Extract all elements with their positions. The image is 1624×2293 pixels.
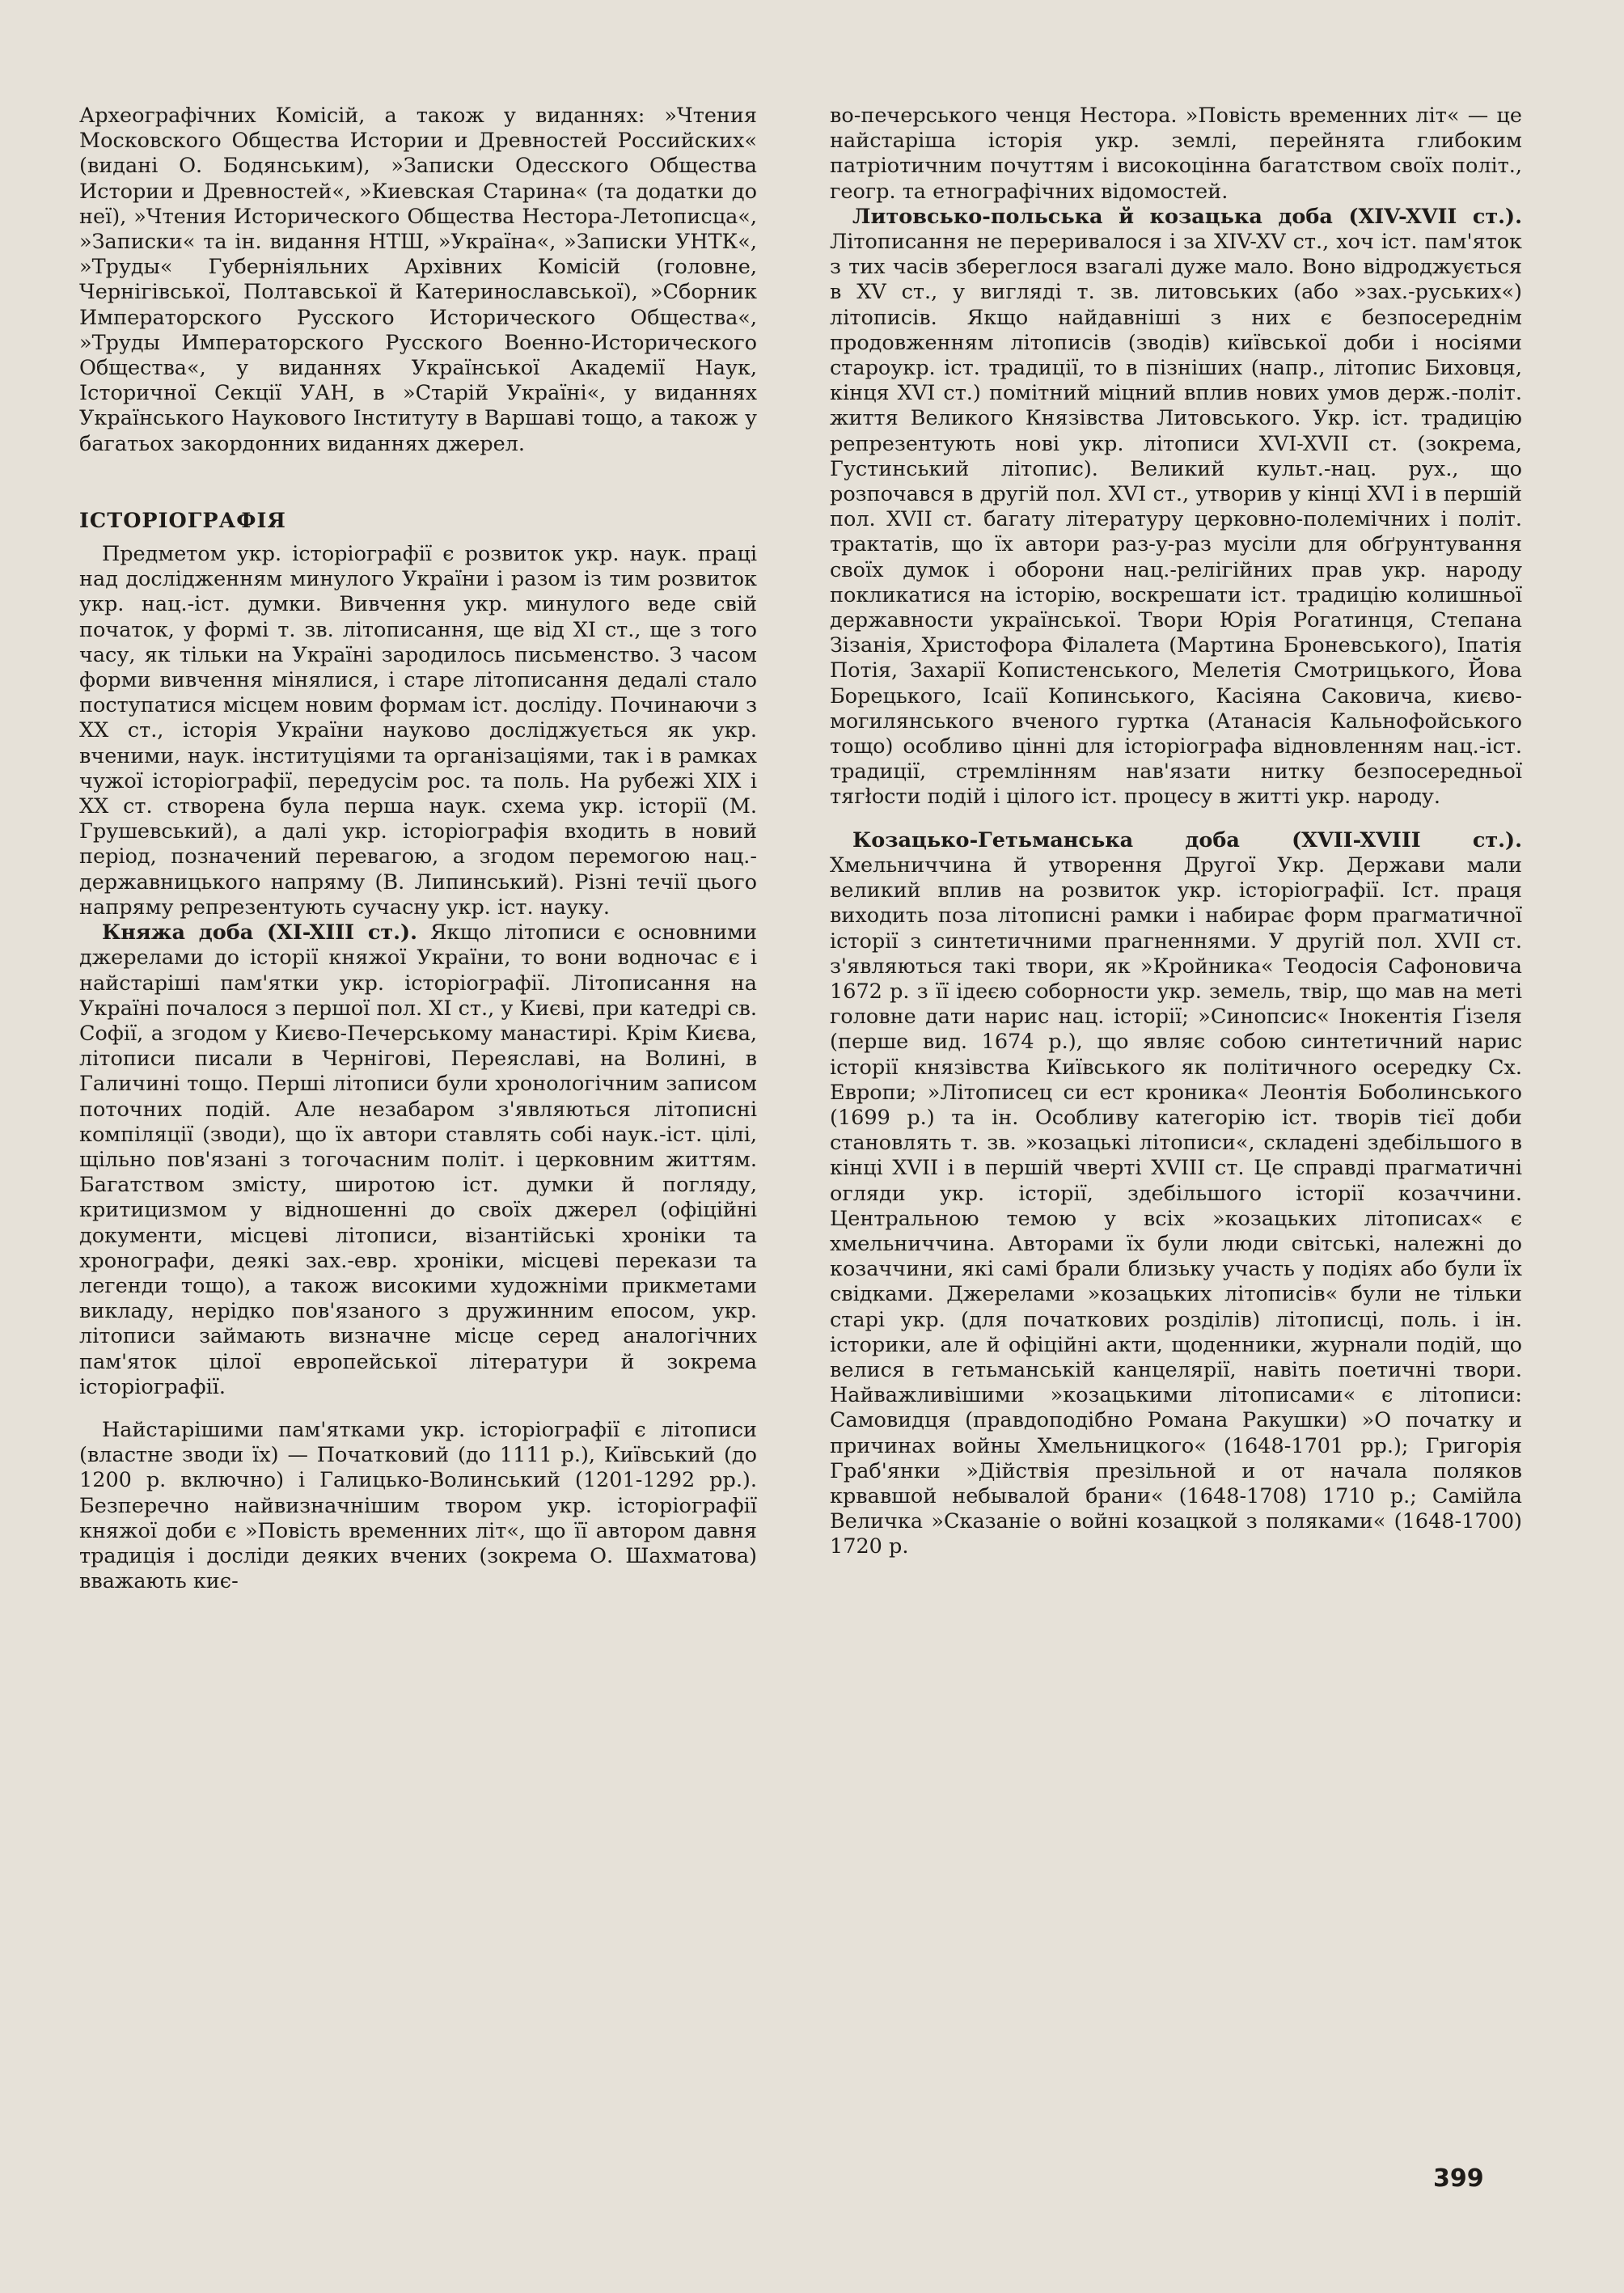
- archive-sources-paragraph: Археографічних Комісій, а також у виданнях: »Чтения Московского Общества Истории и Древностей Российских« (видані О. Бодянським), »Записки Одесского Общества Истории и Древностей«, »Киевская Старина« (та додатки до неї), »Чтения Исторического Общества Нестора-Летописца«, »Записки« та ін. видання НТШ, »Україна«, »Записки УНТК«, »Труды« Губерніяльних Архівних Комісій (головне, Чернігівської, Полтавської й Катеринославської), »Сборник Императорского Русского Исторического Общества«, »Труды Императорского Русского Военно-Исторического Общества«, у виданнях Української Академії Наук, Історичної Секції УАН, в »Старій Україні«, у виданнях Українського Наукового Інституту в Варшаві тощо, а також у багатьох закордонних виданнях джерел.: [79, 104, 757, 456]
- lithuanian-era-paragraph: [830, 205, 1522, 810]
- cossack-era-title: Козацько-Гетьманська доба (XVII-XVIII ст.).: [852, 827, 1522, 852]
- princely-era-body: Якщо літописи є основними джерелами до історії княжої України, то вони водночас є і найстаріші пам'ятки укр. історіографії. Літописання на Україні почалося з першої пол. XI ст., у Києві, при катедрі св. Софії, а згодом у Києво-Печерському манастирі. Крім Києва, літописи писали в Чернігові, Переяславі, на Волині, в Галичині тощо. Перші літописи були хронологічним записом поточних подій. Але незабаром з'являються літописні компіляції (зводи), що їх автори ставлять собі наук.-іст. цілі, щільно пов'язані з тогочасним політ. і церковним життям. Багатством змісту, широтою іст. думки й погляду, критицизмом у відношенні до своїх джерел (офіційні документи, місцеві літописи, візантійські хроніки та хронографи, деякі зах.-евр. хроніки, місцеві перекази та легенди тощо), а також високими художніми прикметами викладу, нерідко пов'язаного з дружинним епосом, укр. літописи займають визначне місце серед аналогічних пам'яток цілої европейської літератури й зокрема історіографії.: [79, 920, 757, 1399]
- right-column: [830, 104, 1522, 1560]
- cossack-era-body: Хмельниччина й утворення Другої Укр. Держави мали великий вплив на розвиток укр. історіографії. Іст. праця виходить поза літописні рамки і набирає форм прагматичної історії з синтетичними прагненнями. У другій пол. XVII ст. з'являються такі твори, як »Кройника« Теодосія Сафоновича 1672 р. з її ідеєю соборности укр. земель, твір, що мав на меті головне дати нарис нац. історії; »Синопсис« Інокентія Ґізеля (перше вид. 1674 р.), що являє собою синтетичний нарис історії князівства Київського як політичного осередку Сх. Европи; »Літописец си ест кроника« Леонтія Боболинського (1699 р.) та ін. Особливу категорію іст. творів тієї доби становлять т. зв. »козацькі літописи«, складені здебільшого в кінці XVII і в першій чверті XVIII ст. Це справді прагматичні огляди укр. історії, здебільшого історії козаччини. Центральною темою у всіх »козацьких літописах« є хмельниччина. Авторами їх були люди світські, належні до козаччини, які самі брали близьку участь у подіях або були їх свідками. Джерелами »козацьких літописів« були не тільки старі укр. (для початкових розділів) літописці, поль. і ін. історики, але й офіційні акти, щоденники, журнали подій, що велися в гетьманській канцелярії, навіть поетичні твори. Найважливішими »козацькими літописами« є літописи: Самовидця (правдоподібно Романа Ракушки) »О початку и причинах войны Хмельницкого« (1648-1701 рр.); Григорія Граб'янки »Дійствія презільной и от начала поляков крвавшой небывалой брани« (1648-1708) 1710 р.; Самійла Величка »Сказаніе о войні козацкой з поляками« (1648-1700) 1720 р.: [830, 852, 1522, 1559]
- oldest-chronicles-paragraph: Найстарішими пам'ятками укр. історіографії є літописи (властне зводи їх) — Початковий (до 1111 р.), Київський (до 1200 р. включно) і Галицько-Волинський (1201-1292 рр.). Безперечно найвизначнішим твором укр. історіографії княжої доби є »Повість временних літ«, що її автором давня традиція і досліди деяких вчених (зокрема О. Шахматова) вважають киє-: [79, 1417, 757, 1594]
- cossack-era-paragraph: [830, 828, 1522, 1560]
- lithuanian-era-body: Літописання не переривалося і за XIV-XV ст., хоч іст. пам'яток з тих часів збереглося взагалі дуже мало. Воно відроджується в XV ст., у вигляді т. зв. литовських (або »зах.-руських«) літописів. Якщо найдавніші з них є безпосереднім продовженням літописів (зводів) київської доби і носіями староукр. іст. традиції, то в пізніших (напр., літопис Биховця, кінця XVI ст.) помітний міцний вплив нових умов держ.-політ. життя Великого Князівства Литовського. Укр. іст. традицію репрезентують нові укр. літописи XVI-XVII ст. (зокрема, Густинський літопис). Великий культ.-нац. рух., що розпочався в другій пол. XVI ст., утворив у кінці XVI і в першій пол. XVII ст. багату літературу церковно-полемічних і політ. трактатів, що їх автори раз-у-раз мусіли для обґрунтування своїх думок і оборони нац.-релігійних прав укр. народу покликатися на історію, воскрешати іст. традицію колишньої державности української. Твори Юрія Рогатинця, Степана Зізанія, Христофора Філалета (Мартина Броневського), Іпатія Потія, Захарії Копистенського, Мелетія Смотрицького, Йова Борецького, Ісаії Копинського, Касіяна Саковича, києво-могилянського вченого гуртка (Атанасія Кальнофойського тощо) особливо цінні для історіографа відновленням нац.-іст. традиції, стремлінням нав'язати нитку безпосередньої тягłости подій і цілого іст. процесу в житті укр. народу.: [830, 230, 1522, 810]
- lithuanian-era-title: Литовсько-польська й козацька доба (XIV-XVII ст.).: [852, 204, 1522, 229]
- historiography-paragraph: Предметом укр. історіографії є розвиток укр. наук. праці над дослідженням минулого України і разом із тим розвиток укр. нац.-іст. думки. Вивчення укр. минулого веде свій початок, у формі т. зв. літописання, ще від XI ст., ще з того часу, як тільки на Україні зародилось письменство. З часом форми вивчення мінялися, і старе літописання дедалі стало поступатися місцем новим формам іст. досліду. Починаючи з XX ст., історія України науково досліджується як укр. вченими, наук. інституціями та організаціями, так і в рамках чужої історіографії, передусім рос. та поль. На рубежі XIX і XX ст. створена була перша наук. схема укр. історії (М. Грушевський), а далі укр. історіографія входить в новий період, позначений перевагою, а згодом перемогою нац.-державницького напряму (В. Липинський). Різні течії цього напряму репрезентують сучасну укр. іст. науку.: [79, 542, 757, 920]
- page-number: 399: [1433, 2164, 1484, 2193]
- nestor-continuation-paragraph: во-печерського ченця Нестора. »Повість временних літ« — це найстаріша історія укр. землі, перейнята глибоким патріотичним почуттям і високоцінна багатством своїх політ., геогр. та етнографічних відомостей.: [830, 104, 1522, 204]
- left-column: [79, 104, 757, 1594]
- princely-era-title: Княжа доба (XI-XIII ст.).: [102, 920, 417, 946]
- section-heading: ІСТОРІОГРАФІЯ: [79, 508, 286, 533]
- princely-era-paragraph: [79, 920, 757, 1400]
